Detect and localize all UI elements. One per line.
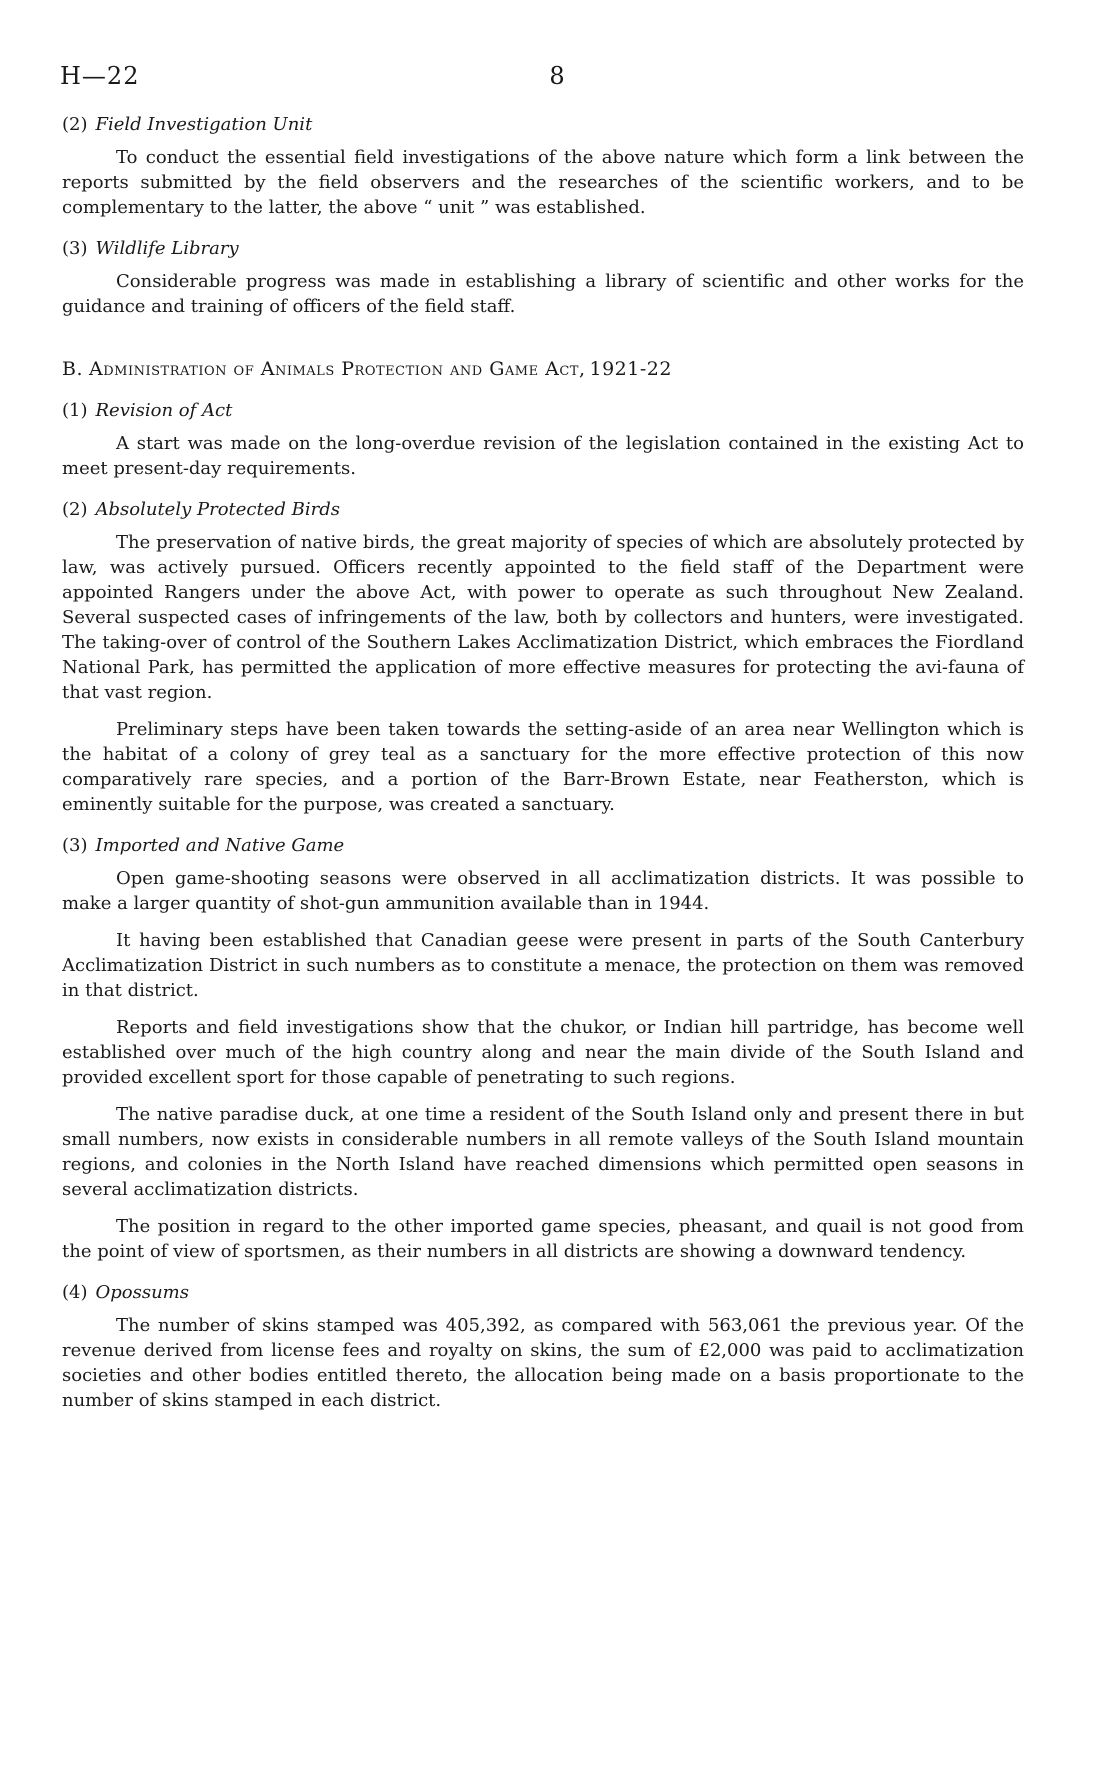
page-header <box>60 60 1054 92</box>
body-paragraph: Considerable progress was made in establishing a library of scientific and other works for the guidance and training of officers of the field staff. <box>62 271 1024 317</box>
section-heading <box>62 398 1024 423</box>
part-years: 1921-22 <box>589 358 672 380</box>
part-title: Administration of Animals Protection and Game Act, <box>89 358 586 380</box>
body-paragraph: It having been established that Canadian geese were present in parts of the South Canterbury Acclimatization District in such numbers as to constitute a menace, the protection on them was removed in that district. <box>62 930 1024 1001</box>
section-heading <box>62 1280 1024 1305</box>
body-paragraph: To conduct the essential field investigations of the above nature which form a link between the reports submitted by the field observers and the researches of the scientific workers, and to be complementary to the latter, the above “ unit ” was established. <box>62 147 1024 218</box>
section-title: Imported and Native Game <box>95 835 345 856</box>
body-paragraph: The native paradise duck, at one time a resident of the South Island only and present there in but small numbers, now exists in considerable numbers in all remote valleys of the South Island mountain regions, and colonies in the North Island have reached dimensions which permitted open seasons in several acclimatization districts. <box>62 1104 1024 1200</box>
body-paragraph: The preservation of native birds, the great majority of species of which are absolutely protected by law, was actively pursued. Officers recently appointed to the field staff of the Department were appointed Rangers under the above Act, with power to operate as such throughout New Zealand. Several suspected cases of infringements of the law, both by collectors and hunters, were investigated. The taking-over of control of the Southern Lakes Acclimatization District, which embraces the Fiordland National Park, has permitted the application of more effective measures for protecting the avi-fauna of that vast region. <box>62 532 1024 703</box>
body-paragraph: Reports and field investigations show that the chukor, or Indian hill partridge, has become well established over much of the high country along and near the main divide of the South Island and provided excellent sport for those capable of penetrating to such regions. <box>62 1017 1024 1088</box>
part-heading <box>62 357 1024 382</box>
part-letter: B. <box>62 358 84 380</box>
page-content <box>62 112 1024 1413</box>
section-heading <box>62 236 1024 261</box>
section-heading <box>62 497 1024 522</box>
body-paragraph: Open game-shooting seasons were observed in all acclimatization districts. It was possible to make a larger quantity of shot-gun ammunition available than in 1944. <box>62 868 1024 914</box>
section-heading <box>62 833 1024 858</box>
section-number: (3) <box>62 238 88 259</box>
section-title: Revision of Act <box>95 400 233 421</box>
section-heading <box>62 112 1024 137</box>
section-number: (4) <box>62 1282 88 1303</box>
section-number: (2) <box>62 499 88 520</box>
section-title: Absolutely Protected Birds <box>95 499 340 520</box>
body-paragraph: A start was made on the long-overdue revision of the legislation contained in the existing Act to meet present-day requirements. <box>62 433 1024 479</box>
page-number: 8 <box>549 62 565 90</box>
section-title: Wildlife Library <box>95 238 239 259</box>
section-number: (3) <box>62 835 88 856</box>
document-reference: H—22 <box>60 62 140 90</box>
body-paragraph: Preliminary steps have been taken towards the setting-aside of an area near Wellington which is the habitat of a colony of grey teal as a sanctuary for the more effective protection of this now comparatively rare species, and a portion of the Barr-Brown Estate, near Featherston, which is eminently suitable for the purpose, was created a sanctuary. <box>62 719 1024 815</box>
section-title: Opossums <box>95 1282 189 1303</box>
body-paragraph: The position in regard to the other imported game species, pheasant, and quail is not good from the point of view of sportsmen, as their numbers in all districts are showing a downward tendency. <box>62 1216 1024 1262</box>
section-number: (1) <box>62 400 88 421</box>
section-title: Field Investigation Unit <box>95 114 313 135</box>
section-number: (2) <box>62 114 88 135</box>
body-paragraph: The number of skins stamped was 405,392, as compared with 563,061 the previous year. Of the revenue derived from license fees and royalty on skins, the sum of £2,000 was paid to acclimatization societies and other bodies entitled thereto, the allocation being made on a basis proportionate to the number of skins stamped in each district. <box>62 1315 1024 1411</box>
